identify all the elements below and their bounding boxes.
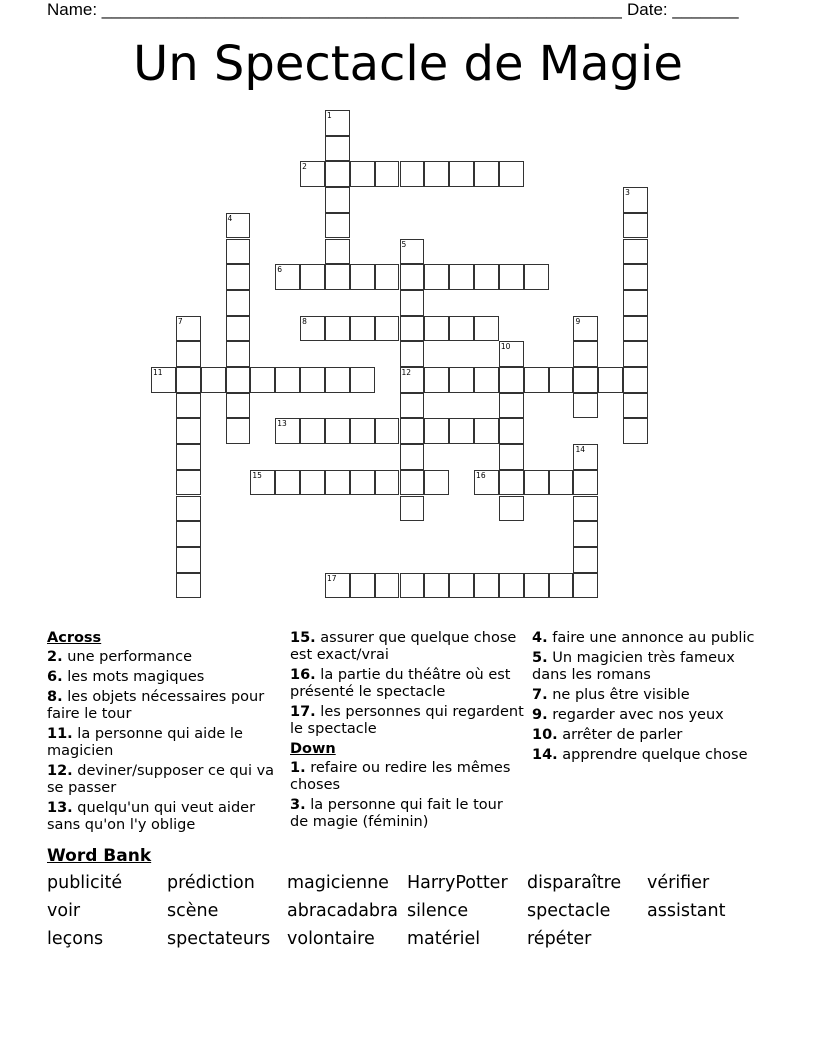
crossword-cell[interactable]: [226, 341, 251, 367]
clue-across: [290, 667, 525, 701]
crossword-cell[interactable]: [176, 418, 201, 444]
crossword-cell[interactable]: [623, 367, 648, 393]
word-bank-item: prédiction: [167, 873, 255, 893]
word-bank-item: silence: [407, 901, 469, 921]
crossword-cell[interactable]: [375, 573, 400, 599]
crossword-cell[interactable]: [400, 161, 425, 187]
crossword-cell[interactable]: [623, 290, 648, 316]
across-title: Across: [47, 630, 102, 646]
word-bank: [47, 873, 767, 949]
crossword-cell[interactable]: [573, 547, 598, 573]
crossword-cell[interactable]: [499, 393, 524, 419]
clue-number: 6: [277, 265, 283, 275]
clue-number: 2.: [47, 649, 63, 665]
crossword-cell[interactable]: [474, 573, 499, 599]
crossword-cell[interactable]: [424, 573, 449, 599]
crossword-cell[interactable]: [201, 367, 226, 393]
crossword-cell[interactable]: [325, 110, 350, 136]
crossword-cell[interactable]: [325, 187, 350, 213]
date-label: Date:: [627, 0, 673, 19]
word-bank-item: vérifier: [647, 873, 710, 893]
date-line: _______: [672, 0, 739, 19]
crossword-cell[interactable]: [400, 341, 425, 367]
crossword-cell[interactable]: [400, 393, 425, 419]
clue-number: 13.: [47, 800, 73, 816]
crossword-cell[interactable]: [573, 470, 598, 496]
word-bank-item: leçons: [47, 929, 104, 949]
clue-number: 2: [302, 162, 307, 172]
crossword-cell[interactable]: [400, 496, 425, 522]
crossword-cell[interactable]: [474, 367, 499, 393]
crossword-cell[interactable]: [275, 367, 300, 393]
clue-text: la personne qui fait le tour de magie (féminin): [290, 797, 503, 830]
crossword-cell[interactable]: [474, 470, 499, 496]
clue-number: 13: [277, 419, 287, 429]
clue-number: 15.: [290, 630, 316, 646]
crossword-cell[interactable]: [449, 367, 474, 393]
word-bank-item: voir: [47, 901, 81, 921]
crossword-cell[interactable]: [325, 573, 350, 599]
crossword-cell[interactable]: [226, 418, 251, 444]
crossword-cell[interactable]: [623, 213, 648, 239]
word-bank-item: volontaire: [287, 929, 375, 949]
crossword-cell[interactable]: [151, 367, 176, 393]
clue-across: [47, 689, 282, 723]
clue-number: 16: [476, 470, 486, 480]
crossword-cell[interactable]: [350, 367, 375, 393]
crossword-cell[interactable]: [350, 264, 375, 290]
clue-number: 8: [302, 316, 307, 326]
clue-text: la partie du théâtre où est présenté le spectacle: [290, 667, 511, 700]
clue-number: 15: [252, 470, 262, 480]
clue-across: [290, 630, 525, 664]
word-bank-item: spectateurs: [167, 929, 271, 949]
clue-down: [532, 630, 767, 647]
clue-down: [532, 707, 767, 724]
crossword-cell[interactable]: [549, 367, 574, 393]
crossword-cell[interactable]: [499, 444, 524, 470]
crossword-cell[interactable]: [325, 136, 350, 162]
crossword-cell[interactable]: [300, 316, 325, 342]
crossword-cell[interactable]: [449, 264, 474, 290]
crossword-cell[interactable]: [424, 264, 449, 290]
clue-across: [47, 649, 282, 666]
clue-down: [532, 727, 767, 744]
crossword-cell[interactable]: [573, 496, 598, 522]
clue-number: 10.: [532, 727, 558, 743]
word-bank-item: HarryPotter: [407, 873, 508, 893]
clue-across: [290, 704, 525, 738]
crossword-cell[interactable]: [325, 161, 350, 187]
clue-number: 5: [401, 239, 407, 249]
clue-text: faire une annonce au public: [552, 630, 755, 646]
crossword-cell[interactable]: [499, 264, 524, 290]
crossword-cell[interactable]: [499, 161, 524, 187]
word-bank-item: assistant: [647, 901, 726, 921]
crossword-cell[interactable]: [400, 239, 425, 265]
word-bank-item: publicité: [47, 873, 123, 893]
crossword-cell[interactable]: [375, 264, 400, 290]
crossword-cell[interactable]: [623, 393, 648, 419]
clue-number: 6.: [47, 669, 63, 685]
clue-across: [47, 763, 282, 797]
crossword-cell[interactable]: [226, 316, 251, 342]
clue-number: 1.: [290, 760, 306, 776]
crossword-cell[interactable]: [350, 316, 375, 342]
clue-number: 14: [575, 445, 585, 455]
clue-down: [532, 747, 767, 764]
crossword-cell[interactable]: [499, 573, 524, 599]
clue-number: 11.: [47, 726, 73, 742]
crossword-cell[interactable]: [176, 470, 201, 496]
crossword-cell[interactable]: [325, 213, 350, 239]
date-field[interactable]: [627, 0, 739, 20]
crossword-cell[interactable]: [300, 264, 325, 290]
name-label: Name:: [47, 0, 102, 19]
crossword-cell[interactable]: [424, 418, 449, 444]
crossword-cell[interactable]: [623, 239, 648, 265]
clue-across: [47, 726, 282, 760]
crossword-cell[interactable]: [176, 547, 201, 573]
clue-number: 5.: [532, 650, 548, 666]
crossword-cell[interactable]: [524, 367, 549, 393]
crossword-cell[interactable]: [226, 239, 251, 265]
crossword-cell[interactable]: [400, 444, 425, 470]
clue-number: 7: [177, 316, 183, 326]
crossword-cell[interactable]: [474, 161, 499, 187]
crossword-cell[interactable]: [400, 418, 425, 444]
crossword-cell[interactable]: [325, 316, 350, 342]
word-bank-title: Word Bank: [47, 846, 152, 866]
clue-text: assurer que quelque chose est exact/vrai: [290, 630, 517, 663]
clue-text: arrêter de parler: [562, 727, 683, 743]
crossword-cell[interactable]: [499, 418, 524, 444]
crossword-cell[interactable]: [449, 573, 474, 599]
crossword-cell[interactable]: [499, 496, 524, 522]
clue-number: 8.: [47, 689, 63, 705]
crossword-cell[interactable]: [400, 264, 425, 290]
crossword-cell[interactable]: [623, 187, 648, 213]
crossword-cell[interactable]: [250, 367, 275, 393]
crossword-cell[interactable]: [623, 316, 648, 342]
clue-across: [47, 800, 282, 834]
page-title: Un Spectacle de Magie: [133, 36, 683, 92]
crossword-cell[interactable]: [623, 341, 648, 367]
clue-number: 10: [500, 342, 511, 352]
crossword-cell[interactable]: [275, 264, 300, 290]
crossword-cell[interactable]: [573, 316, 598, 342]
name-field[interactable]: [47, 0, 622, 20]
clue-number: 14.: [532, 747, 558, 763]
word-bank-item: répéter: [527, 929, 592, 949]
clue-text: les personnes qui regardent le spectacle: [290, 704, 524, 737]
crossword-cell[interactable]: [325, 367, 350, 393]
crossword-cell[interactable]: [275, 418, 300, 444]
crossword-cell[interactable]: [226, 367, 251, 393]
word-bank-item: spectacle: [527, 901, 611, 921]
crossword-cell[interactable]: [350, 418, 375, 444]
crossword-cell[interactable]: [375, 161, 400, 187]
crossword-cell[interactable]: [325, 470, 350, 496]
crossword-cell[interactable]: [474, 418, 499, 444]
clues-column-2: [290, 630, 525, 834]
clue-text: la personne qui aide le magicien: [47, 726, 243, 759]
clue-across: [47, 669, 282, 686]
crossword-cell[interactable]: [226, 213, 251, 239]
crossword-cell[interactable]: [598, 367, 623, 393]
name-line: _______________________________________________________: [101, 0, 622, 19]
crossword-cell[interactable]: [176, 393, 201, 419]
crossword-cell[interactable]: [325, 239, 350, 265]
crossword-cell[interactable]: [176, 341, 201, 367]
crossword-cell[interactable]: [623, 418, 648, 444]
crossword-cell[interactable]: [499, 341, 524, 367]
crossword-cell[interactable]: [176, 316, 201, 342]
clue-down: [290, 797, 525, 831]
crossword-cell[interactable]: [573, 341, 598, 367]
word-bank-item: disparaître: [527, 873, 622, 893]
crossword-cell[interactable]: [226, 290, 251, 316]
clues-column-1: [47, 630, 282, 837]
crossword-cell[interactable]: [573, 393, 598, 419]
crossword-cell[interactable]: [573, 521, 598, 547]
word-bank-item: scène: [167, 901, 219, 921]
crossword-cell[interactable]: [275, 470, 300, 496]
crossword-cell[interactable]: [424, 161, 449, 187]
crossword-cell[interactable]: [300, 161, 325, 187]
crossword-cell[interactable]: [449, 418, 474, 444]
clue-number: 3: [625, 188, 630, 198]
crossword-cell[interactable]: [350, 161, 375, 187]
clue-number: 11: [153, 368, 163, 377]
crossword-cell[interactable]: [474, 316, 499, 342]
clue-number: 9.: [532, 707, 548, 723]
crossword-cell[interactable]: [300, 470, 325, 496]
crossword-cell[interactable]: [226, 393, 251, 419]
crossword-cell[interactable]: [176, 367, 201, 393]
clue-text: apprendre quelque chose: [562, 747, 748, 763]
crossword-cell[interactable]: [400, 470, 425, 496]
crossword-cell[interactable]: [573, 444, 598, 470]
crossword-cell[interactable]: [573, 573, 598, 599]
crossword-cell[interactable]: [176, 573, 201, 599]
clue-number: 17.: [290, 704, 316, 720]
clue-number: 7.: [532, 687, 548, 703]
crossword-cell[interactable]: [226, 264, 251, 290]
crossword-cell[interactable]: [424, 367, 449, 393]
crossword-cell[interactable]: [400, 367, 425, 393]
clue-down: [532, 650, 767, 684]
crossword-cell[interactable]: [250, 470, 275, 496]
word-bank-item: abracadabra: [287, 901, 398, 921]
clue-text: refaire ou redire les mêmes choses: [290, 760, 511, 793]
clue-text: Un magicien très fameux dans les romans: [532, 650, 735, 683]
crossword-cell[interactable]: [350, 573, 375, 599]
clue-number: 16.: [290, 667, 316, 683]
crossword-cell[interactable]: [524, 573, 549, 599]
crossword-cell[interactable]: [325, 264, 350, 290]
crossword-cell[interactable]: [524, 470, 549, 496]
crossword-cell[interactable]: [400, 316, 425, 342]
clue-number: 9: [575, 316, 581, 326]
down-title: Down: [290, 741, 336, 757]
crossword-cell[interactable]: [424, 470, 449, 496]
crossword-cell[interactable]: [300, 367, 325, 393]
crossword-cell[interactable]: [524, 264, 549, 290]
clue-text: regarder avec nos yeux: [552, 707, 724, 723]
word-bank-item: matériel: [407, 929, 481, 949]
crossword-cell[interactable]: [375, 418, 400, 444]
clue-text: quelqu'un qui veut aider sans qu'on l'y oblige: [47, 800, 256, 833]
clue-text: les mots magiques: [67, 669, 205, 685]
clue-text: ne plus être visible: [552, 687, 690, 703]
clues-column-3: [532, 630, 767, 767]
crossword-cell[interactable]: [623, 264, 648, 290]
clue-number: 12.: [47, 763, 73, 779]
crossword-cell[interactable]: [499, 367, 524, 393]
crossword-cell[interactable]: [176, 444, 201, 470]
clue-number: 3.: [290, 797, 306, 813]
clue-text: une performance: [67, 649, 192, 665]
clue-text: deviner/supposer ce qui va se passer: [47, 763, 275, 796]
crossword-cell[interactable]: [325, 418, 350, 444]
clue-number: 1: [326, 111, 332, 120]
crossword-cell[interactable]: [300, 418, 325, 444]
clue-number: 4.: [532, 630, 548, 646]
clue-text: les objets nécessaires pour faire le tour: [47, 689, 265, 722]
crossword-cell[interactable]: [176, 521, 201, 547]
crossword-cell[interactable]: [449, 316, 474, 342]
crossword-cell[interactable]: [350, 470, 375, 496]
clue-number: 4: [227, 213, 233, 223]
crossword-cell[interactable]: [176, 496, 201, 522]
crossword-cell[interactable]: [400, 573, 425, 599]
crossword-cell[interactable]: [549, 470, 574, 496]
crossword-cell[interactable]: [499, 470, 524, 496]
crossword-cell[interactable]: [449, 161, 474, 187]
crossword-cell[interactable]: [375, 316, 400, 342]
clue-number: 17: [326, 573, 337, 583]
crossword-cell[interactable]: [400, 290, 425, 316]
crossword-cell[interactable]: [375, 470, 400, 496]
crossword-cell[interactable]: [573, 367, 598, 393]
clue-number: 12: [401, 368, 412, 377]
crossword-cell[interactable]: [549, 573, 574, 599]
crossword-cell[interactable]: [474, 264, 499, 290]
crossword-cell[interactable]: [424, 316, 449, 342]
clue-down: [290, 760, 525, 794]
word-bank-item: magicienne: [287, 873, 389, 893]
clue-down: [532, 687, 767, 704]
